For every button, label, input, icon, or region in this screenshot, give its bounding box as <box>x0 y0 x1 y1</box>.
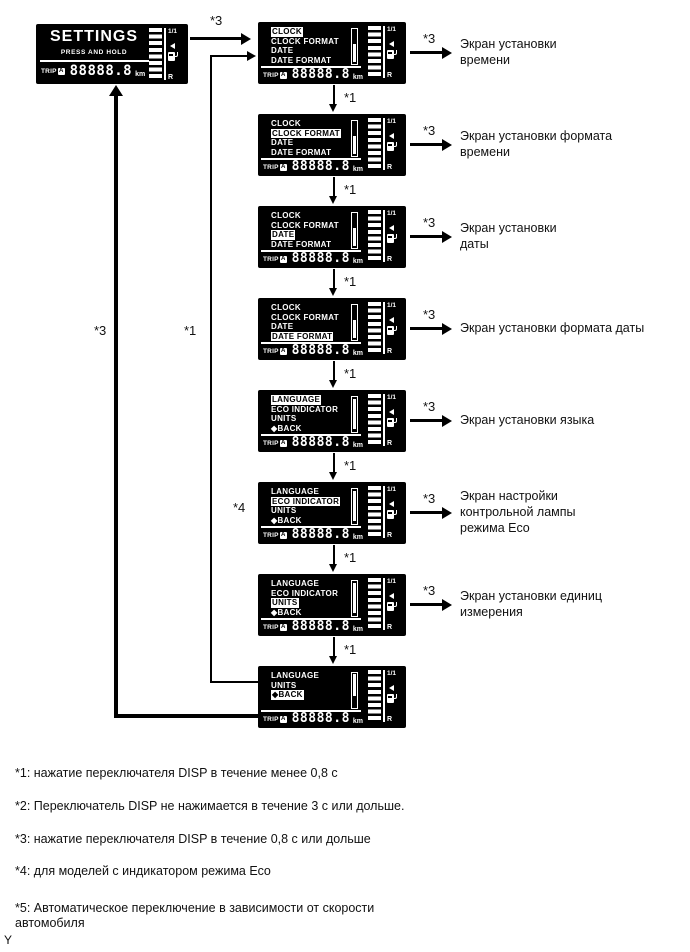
trip-label: TRIP <box>263 347 279 355</box>
caption-date-format <box>460 320 644 336</box>
settings-title: SETTINGS <box>49 28 138 45</box>
scrollbar <box>351 580 358 617</box>
scrollbar-thumb <box>353 228 356 246</box>
scrollbar-thumb <box>353 491 356 521</box>
menu-item: CLOCK <box>271 211 301 220</box>
trip-badge: A <box>280 531 286 538</box>
fuel-gauge-line <box>383 118 385 170</box>
trip-row <box>263 437 363 449</box>
lcd-screen-date <box>258 206 406 268</box>
arrow-to-caption <box>410 51 443 54</box>
caption-line: даты <box>460 237 489 251</box>
odometer-unit: km <box>352 626 364 633</box>
arrow-next-screen <box>333 637 335 657</box>
odometer-value: 88888.8 <box>291 251 350 266</box>
odometer-value: 88888.8 <box>291 67 350 82</box>
arrow-label-short-press: *1 <box>344 90 357 105</box>
trip-label: TRIP <box>263 163 279 171</box>
fuel-gauge-line <box>383 302 385 354</box>
arrow-label-long-press: *3 <box>423 307 436 322</box>
fuel-level-label: 1/1 <box>387 670 397 677</box>
caption-units <box>460 588 602 620</box>
fuel-reserve-label: R <box>387 624 393 631</box>
corner-letter: Y <box>4 933 13 947</box>
lcd-screen-units <box>258 574 406 636</box>
menu-item: CLOCK FORMAT <box>272 128 340 138</box>
footnote-1: *1: нажатие переключателя DISP в течение менее 0,8 с <box>15 766 338 780</box>
eco-models-label: *4 <box>233 500 246 515</box>
fuel-reserve-label: R <box>168 74 174 81</box>
trip-badge: A <box>280 623 286 630</box>
lcd-screen-clock <box>258 22 406 84</box>
fuel-bars <box>368 394 381 446</box>
menu-item: DATE FORMAT <box>271 55 332 65</box>
fuel-arrow-icon <box>389 317 394 323</box>
footnote-4: *4: для моделей с индикатором режима Eco <box>15 864 271 878</box>
scrollbar-thumb <box>353 399 356 429</box>
odometer-unit: km <box>352 718 364 725</box>
trip-row <box>263 621 363 633</box>
menu-item: CLOCK <box>271 119 301 128</box>
odometer-unit: km <box>352 258 364 265</box>
trip-row <box>263 253 363 265</box>
fuel-reserve-label: R <box>387 532 393 539</box>
fuel-gauge-line <box>383 578 385 630</box>
menu-item: CLOCK FORMAT <box>271 312 339 322</box>
menu-item: UNITS <box>271 680 297 690</box>
trip-label: TRIP <box>263 255 279 263</box>
fuel-bars <box>368 118 381 170</box>
fuel-pump-icon <box>387 326 394 335</box>
trip-label: TRIP <box>41 68 57 75</box>
odometer-value: 88888.8 <box>291 711 350 726</box>
caption-line: времени <box>460 145 510 159</box>
fuel-reserve-label: R <box>387 440 393 447</box>
arrow-to-caption <box>410 327 443 330</box>
fuel-bars <box>368 210 381 262</box>
fuel-level-label: 1/1 <box>387 578 397 585</box>
trip-badge: A <box>280 439 286 446</box>
settings-subtitle: PRESS AND HOLD <box>60 49 128 56</box>
trip-row <box>263 345 363 357</box>
menu-item: LANGUAGE <box>272 395 321 404</box>
fuel-arrow-icon <box>389 501 394 507</box>
odometer-value: 88888.8 <box>291 435 350 450</box>
caption-clock <box>460 36 557 68</box>
fuel-arrow-icon <box>389 41 394 47</box>
arrow-next-screen <box>333 545 335 565</box>
lcd-screen-clock-format <box>258 114 406 176</box>
arrow-next-screen <box>333 269 335 289</box>
scrollbar <box>351 304 358 341</box>
lcd-screen-eco-indicator <box>258 482 406 544</box>
caption-line: контрольной лампы <box>460 505 576 519</box>
scrollbar-thumb <box>353 583 356 613</box>
trip-badge: A <box>280 71 286 78</box>
menu-item: CLOCK FORMAT <box>271 220 339 230</box>
fuel-pump-icon <box>168 52 175 61</box>
arrow-label-long-press: *3 <box>423 583 436 598</box>
arrow-label-short-press: *1 <box>344 458 357 473</box>
fuel-bars <box>149 28 162 80</box>
caption-line: режима Eco <box>460 521 530 535</box>
fuel-pump-icon <box>387 602 394 611</box>
menu-item: DATE FORMAT <box>271 239 332 249</box>
menu-item: ◆BACK <box>272 690 303 699</box>
fuel-gauge <box>149 28 183 82</box>
odometer-unit: km <box>135 71 146 78</box>
trip-label: TRIP <box>263 531 279 539</box>
fuel-pump-icon <box>387 418 394 427</box>
lcd-screen-settings <box>36 24 188 84</box>
menu-item: CLOCK FORMAT <box>271 36 339 46</box>
loop-short-press-line <box>210 55 212 683</box>
menu-item: LANGUAGE <box>271 671 320 680</box>
caption-line: времени <box>460 53 510 67</box>
divider <box>40 60 150 62</box>
scrollbar-thumb <box>353 44 356 62</box>
menu-item: UNITS <box>272 598 298 607</box>
caption-language <box>460 412 594 428</box>
fuel-arrow-icon <box>389 133 394 139</box>
fuel-arrow-icon <box>170 43 175 49</box>
menu-item: DATE <box>271 138 294 147</box>
menu-item: CLOCK <box>272 27 302 36</box>
scrollbar-thumb <box>353 136 356 154</box>
scrollbar <box>351 120 358 157</box>
fuel-bars <box>368 26 381 78</box>
arrow-label-short-press: *1 <box>344 366 357 381</box>
lcd-menu <box>271 671 351 700</box>
fuel-level-label: 1/1 <box>168 28 178 35</box>
caption-date <box>460 220 557 252</box>
odometer-value: 88888.8 <box>291 159 350 174</box>
loop-long-press-line <box>114 95 118 717</box>
fuel-gauge <box>368 118 402 172</box>
footnote-3: *3: нажатие переключателя DISP в течение 0,8 с или дольше <box>15 832 371 846</box>
arrow-label-long-press: *3 <box>423 215 436 230</box>
arrow-label-long-press: *3 <box>423 491 436 506</box>
fuel-reserve-label: R <box>387 716 393 723</box>
caption-clock-format <box>460 128 612 160</box>
trip-badge: A <box>280 163 286 170</box>
arrow-to-caption <box>410 235 443 238</box>
menu-item: DATE <box>271 46 294 55</box>
caption-line: Экран установки языка <box>460 413 595 427</box>
fuel-gauge <box>368 578 402 632</box>
menu-item: DATE FORMAT <box>271 147 332 157</box>
fuel-level-label: 1/1 <box>387 394 397 401</box>
menu-item: ECO INDICATOR <box>272 496 340 506</box>
caption-line: Экран установки формата даты <box>460 321 645 335</box>
lcd-screen-language <box>258 390 406 452</box>
arrow-to-caption <box>410 143 443 146</box>
menu-item: DATE FORMAT <box>272 331 333 341</box>
arrow-to-caption <box>410 419 443 422</box>
odometer-value: 88888.8 <box>69 63 133 79</box>
loop-short-press-line <box>210 681 258 683</box>
arrow-next-screen <box>333 453 335 473</box>
odometer-unit: km <box>352 534 364 541</box>
fuel-bars <box>368 670 381 722</box>
fuel-level-label: 1/1 <box>387 302 397 309</box>
footnote-5: *5: Автоматическое переключение в зависимости от скорости автомобиля <box>15 901 375 930</box>
fuel-pump-icon <box>387 510 394 519</box>
odometer-unit: km <box>352 442 364 449</box>
trip-label: TRIP <box>263 623 279 631</box>
caption-line: Экран установки формата <box>460 129 613 143</box>
fuel-gauge <box>368 210 402 264</box>
arrow-label-long-press: *3 <box>423 31 436 46</box>
arrow-label-short-press: *1 <box>344 550 357 565</box>
fuel-gauge-line <box>164 28 166 80</box>
lcd-menu <box>271 27 351 65</box>
trip-badge: A <box>280 255 286 262</box>
fuel-level-label: 1/1 <box>387 26 397 33</box>
trip-row <box>263 161 363 173</box>
trip-row <box>263 529 363 541</box>
caption-line: Экран установки <box>460 37 557 51</box>
lcd-menu <box>271 579 351 617</box>
caption-line: измерения <box>460 605 523 619</box>
fuel-arrow-icon <box>389 685 394 691</box>
menu-item: ◆BACK <box>271 515 302 525</box>
fuel-gauge <box>368 26 402 80</box>
odometer-value: 88888.8 <box>291 619 350 634</box>
lcd-menu <box>271 211 351 249</box>
scrollbar <box>351 212 358 249</box>
arrow-label-long-press: *3 <box>210 13 223 28</box>
menu-item: LANGUAGE <box>271 487 320 496</box>
arrow-label-short-press: *1 <box>344 642 357 657</box>
fuel-level-label: 1/1 <box>387 210 397 217</box>
arrow-next-screen <box>333 177 335 197</box>
lcd-screen-date-format <box>258 298 406 360</box>
lcd-menu <box>271 487 351 525</box>
scrollbar-thumb <box>353 320 356 338</box>
menu-item: ECO INDICATOR <box>271 588 339 598</box>
arrow-next-screen <box>333 361 335 381</box>
menu-item: ◆BACK <box>271 423 302 433</box>
trip-badge: A <box>58 68 64 74</box>
arrow-to-caption <box>410 511 443 514</box>
arrow-label-short-press: *1 <box>344 182 357 197</box>
fuel-reserve-label: R <box>387 348 393 355</box>
caption-line: Экран установки <box>460 221 557 235</box>
fuel-gauge <box>368 670 402 724</box>
trip-row <box>41 65 145 78</box>
fuel-gauge-line <box>383 394 385 446</box>
scrollbar-thumb <box>353 674 356 696</box>
menu-item: UNITS <box>271 414 297 423</box>
lcd-menu <box>271 303 351 341</box>
lcd-menu <box>271 395 351 433</box>
arrow-label-long-press: *3 <box>423 399 436 414</box>
arrow-label-long-press: *3 <box>423 123 436 138</box>
fuel-pump-icon <box>387 142 394 151</box>
fuel-pump-icon <box>387 694 394 703</box>
caption-line: Экран установки единиц <box>460 589 603 603</box>
trip-row <box>263 713 363 725</box>
odometer-value: 88888.8 <box>291 527 350 542</box>
fuel-gauge <box>368 486 402 540</box>
menu-item: DATE <box>271 322 294 331</box>
arrow-settings-to-menu <box>190 37 242 40</box>
fuel-reserve-label: R <box>387 164 393 171</box>
scrollbar <box>351 28 358 65</box>
menu-item: LANGUAGE <box>271 579 320 588</box>
trip-label: TRIP <box>263 439 279 447</box>
arrow-to-caption <box>410 603 443 606</box>
odometer-unit: km <box>352 166 364 173</box>
loop-label-long-press: *3 <box>94 323 107 338</box>
fuel-pump-icon <box>387 234 394 243</box>
menu-item: ECO INDICATOR <box>271 404 339 414</box>
fuel-arrow-icon <box>389 409 394 415</box>
fuel-bars <box>368 578 381 630</box>
fuel-bars <box>368 486 381 538</box>
fuel-arrow-icon <box>389 225 394 231</box>
loop-label-short-press: *1 <box>184 323 197 338</box>
lcd-menu <box>271 119 351 157</box>
fuel-reserve-label: R <box>387 256 393 263</box>
menu-item: UNITS <box>271 506 297 515</box>
fuel-gauge-line <box>383 210 385 262</box>
odometer-unit: km <box>352 350 364 357</box>
fuel-reserve-label: R <box>387 72 393 79</box>
fuel-gauge-line <box>383 486 385 538</box>
loop-short-press-line <box>210 55 247 57</box>
trip-badge: A <box>280 715 286 722</box>
fuel-level-label: 1/1 <box>387 118 397 125</box>
loop-long-press-line <box>114 714 258 718</box>
trip-badge: A <box>280 347 286 354</box>
odometer-unit: km <box>352 74 364 81</box>
fuel-gauge-line <box>383 26 385 78</box>
fuel-gauge-line <box>383 670 385 722</box>
menu-item: ◆BACK <box>271 607 302 617</box>
fuel-bars <box>368 302 381 354</box>
lcd-screen-back <box>258 666 406 728</box>
menu-item: CLOCK <box>271 303 301 312</box>
scrollbar <box>351 672 358 709</box>
scrollbar <box>351 488 358 525</box>
odometer-value: 88888.8 <box>291 343 350 358</box>
trip-row <box>263 69 363 81</box>
caption-line: Экран настройки <box>460 489 558 503</box>
fuel-gauge <box>368 302 402 356</box>
caption-eco-indicator <box>460 488 576 536</box>
fuel-gauge <box>368 394 402 448</box>
fuel-level-label: 1/1 <box>387 486 397 493</box>
scrollbar <box>351 396 358 433</box>
fuel-arrow-icon <box>389 593 394 599</box>
menu-item: DATE <box>272 230 295 239</box>
arrow-next-screen <box>333 85 335 105</box>
footnote-2: *2: Переключатель DISP не нажимается в течение 3 с или дольше. <box>15 799 405 813</box>
fuel-pump-icon <box>387 50 394 59</box>
loop-short-press-arrowhead <box>247 51 256 61</box>
trip-label: TRIP <box>263 715 279 723</box>
arrow-label-short-press: *1 <box>344 274 357 289</box>
trip-label: TRIP <box>263 71 279 79</box>
